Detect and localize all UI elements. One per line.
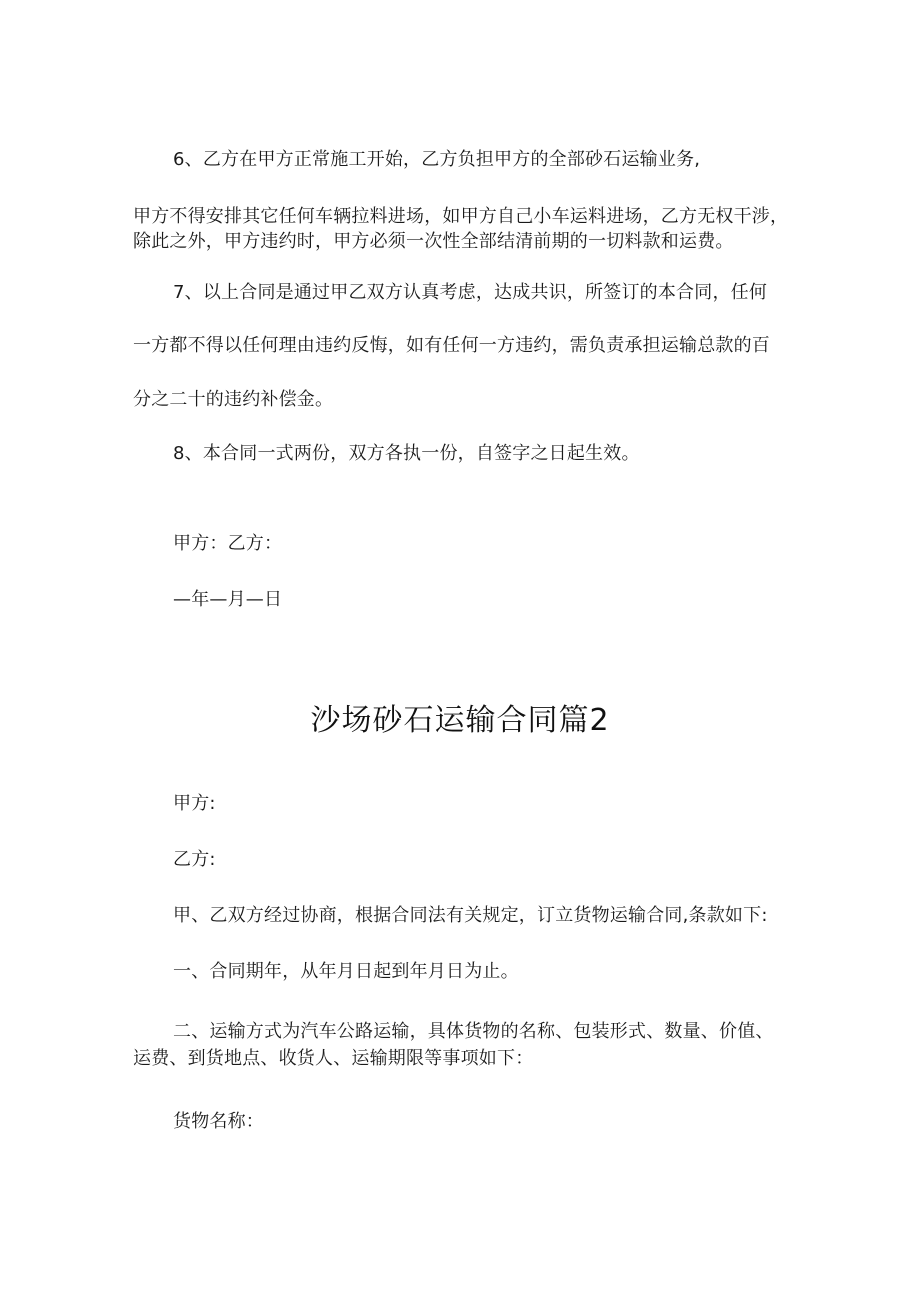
clause-7-line-2: 一方都不得以任何理由违约反悔，如有任何一方违约，需负责承担运输总款的百 bbox=[133, 335, 770, 356]
clause-6-line-1: 6、乙方在甲方正常施工开始，乙方负担甲方的全部砂石运输业务, bbox=[173, 149, 701, 170]
party-b-label: 乙方: bbox=[173, 849, 216, 870]
clause-7-line-1: 7、以上合同是通过甲乙双方认真考虑，达成共识，所签订的本合同，任何 bbox=[173, 282, 768, 303]
clause-8: 8、本合同一式两份，双方各执一份，自签字之日起生效。 bbox=[173, 443, 640, 464]
section-2-title: 沙场砂石运输合同篇2 bbox=[310, 703, 610, 738]
contract-intro: 甲、乙双方经过协商，根据合同法有关规定，订立货物运输合同,条款如下: bbox=[173, 905, 768, 926]
clause-6-line-2: 甲方不得安排其它任何车辆拉料进场，如甲方自己小车运料进场，乙方无权干涉， bbox=[133, 206, 789, 227]
clause-7-line-3: 分之二十的违约补偿金。 bbox=[133, 389, 334, 410]
item-2-line-1: 二、运输方式为汽车公路运输，具体货物的名称、包装形式、数量、价值、 bbox=[173, 1021, 774, 1042]
date-line: —年—月—日 bbox=[173, 589, 283, 610]
item-1-term: 一、合同期年，从年月日起到年月日为止。 bbox=[173, 961, 519, 982]
item-2-line-2: 运费、到货地点、收货人、运输期限等事项如下： bbox=[133, 1048, 534, 1069]
signature-line: 甲方：乙方： bbox=[173, 533, 283, 554]
party-a-label: 甲方: bbox=[173, 793, 216, 814]
clause-6-line-3: 除此之外，甲方违约时，甲方必须一次性全部结清前期的一切料款和运费。 bbox=[133, 231, 734, 252]
goods-name-label: 货物名称： bbox=[173, 1111, 264, 1132]
